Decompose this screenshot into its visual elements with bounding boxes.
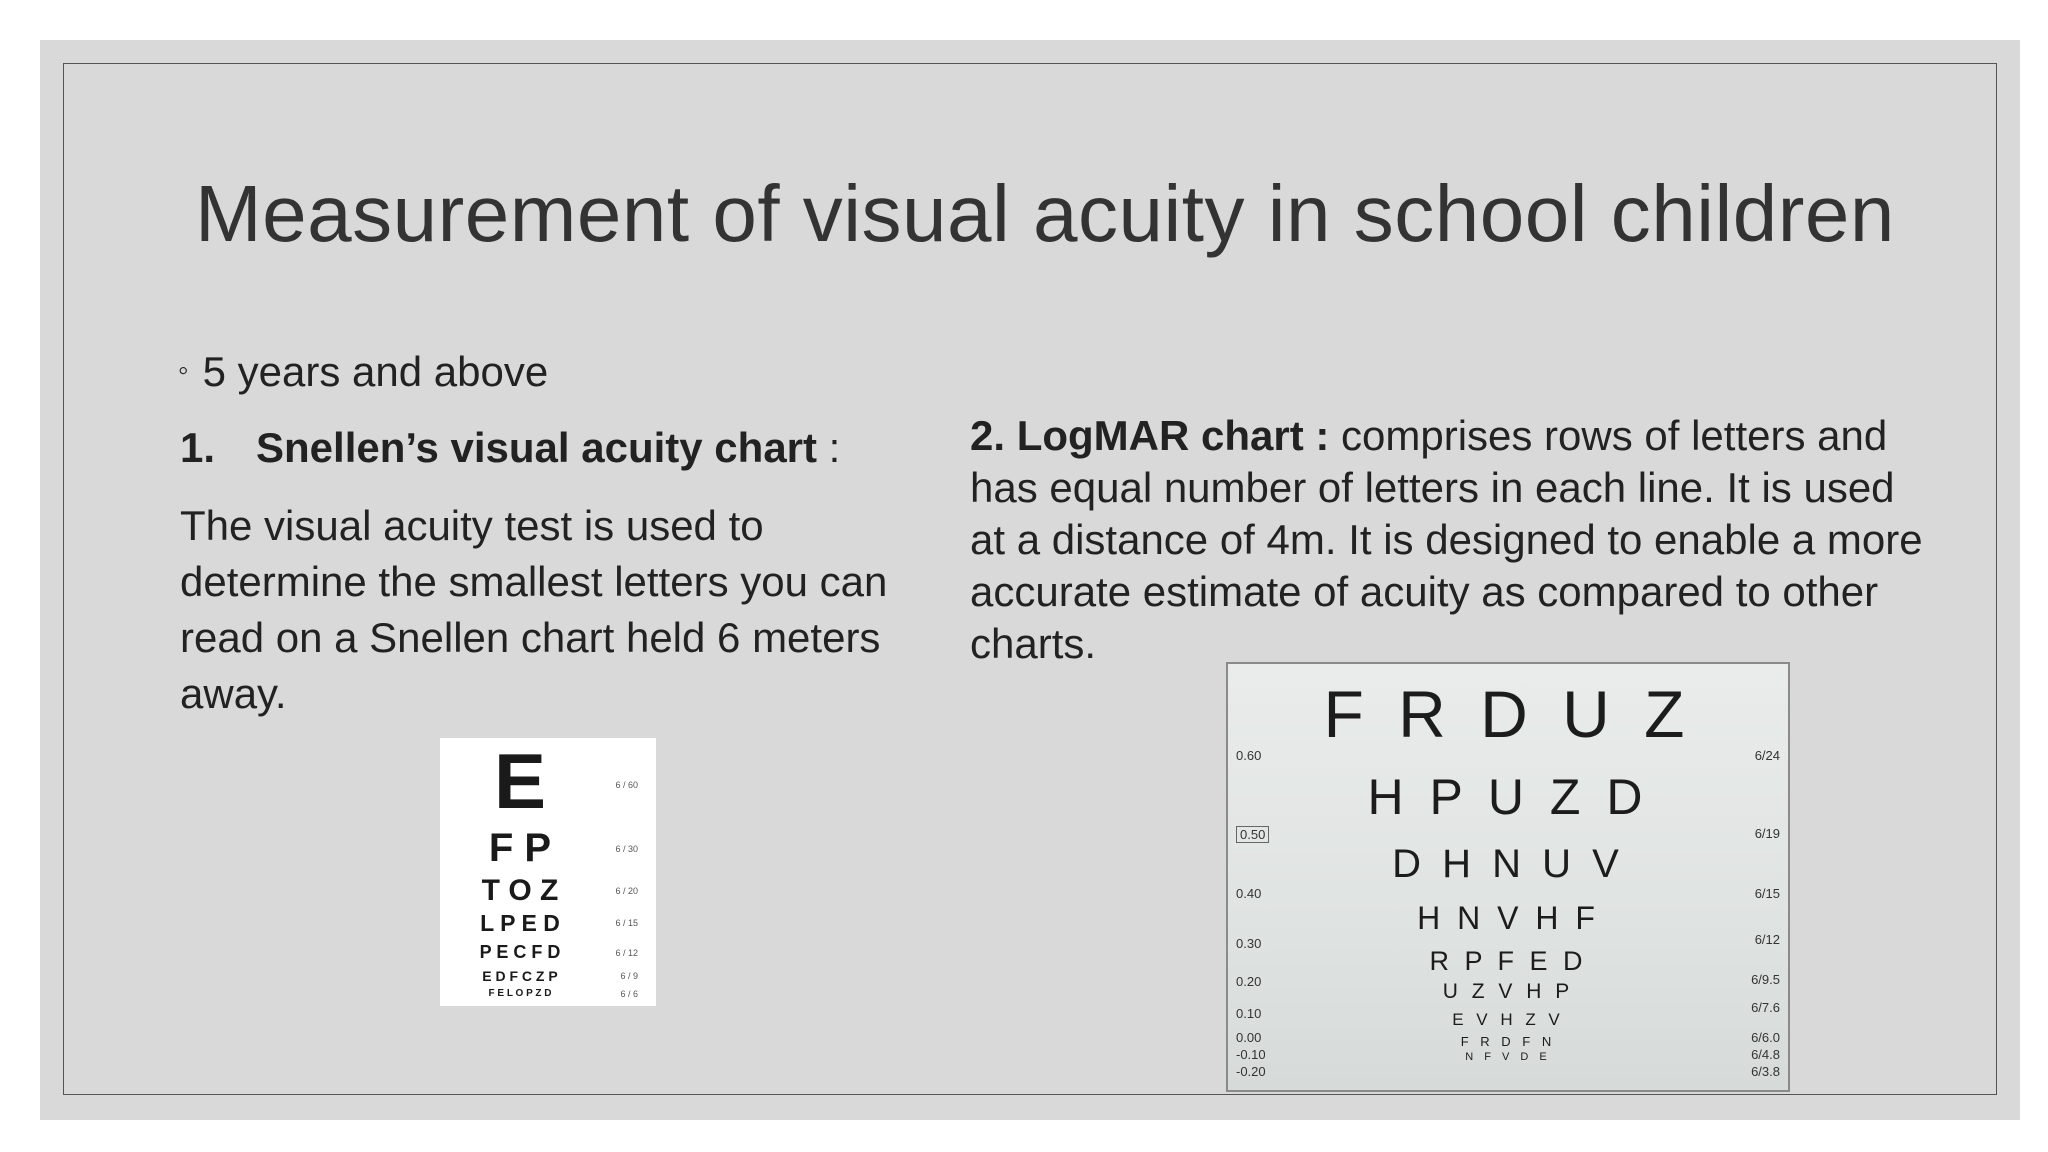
logmar-row-letters: R P F E D bbox=[1429, 946, 1587, 976]
logmar-value: 0.30 bbox=[1236, 936, 1262, 951]
snellen-equivalent: 6/9.5 bbox=[1751, 972, 1780, 987]
logmar-body: comprises rows of letters and has equal number of letters in each line. It is used at a distance of 4m. It is designed to enable a more accurate estimate of acuity as compared to other charts. bbox=[970, 412, 1923, 667]
logmar-value: 0.60 bbox=[1236, 748, 1262, 763]
bullet-circle-icon: ◦ bbox=[178, 354, 189, 387]
logmar-row-letters: F R D F N bbox=[1460, 1034, 1556, 1049]
snellen-heading bbox=[180, 424, 840, 472]
snellen-row-letters: F E L O P Z D bbox=[488, 988, 552, 999]
snellen-equivalent: 6/15 bbox=[1754, 886, 1780, 901]
snellen-row bbox=[440, 874, 656, 908]
logmar-value: -0.20 bbox=[1236, 1064, 1266, 1079]
snellen-row bbox=[440, 942, 656, 966]
logmar-row-letters: N F V D E bbox=[1465, 1051, 1551, 1063]
bullet-item bbox=[178, 348, 548, 396]
logmar-chart-image bbox=[1226, 662, 1790, 1092]
snellen-row bbox=[440, 910, 656, 938]
snellen-equivalent: 6/7.6 bbox=[1751, 1000, 1780, 1015]
snellen-equivalent: 6/19 bbox=[1754, 826, 1780, 841]
logmar-row-letters: E V H Z V bbox=[1452, 1010, 1564, 1029]
logmar-row-letters: H N V H F bbox=[1417, 900, 1599, 936]
logmar-value: 0.40 bbox=[1236, 886, 1262, 901]
snellen-row bbox=[440, 988, 656, 1004]
snellen-row-ratio: 6 / 12 bbox=[615, 948, 638, 958]
logmar-value: -0.10 bbox=[1236, 1047, 1266, 1062]
snellen-row-letters: T O Z bbox=[481, 874, 559, 907]
snellen-equivalent: 6/12 bbox=[1754, 932, 1780, 947]
snellen-row-letters: P E C F D bbox=[479, 942, 561, 962]
snellen-equivalent: 6/24 bbox=[1754, 748, 1780, 763]
snellen-equivalent: 6/3.8 bbox=[1751, 1064, 1780, 1079]
logmar-value: 0.20 bbox=[1236, 974, 1262, 989]
snellen-row-letters: F P bbox=[488, 826, 552, 870]
snellen-row-ratio: 6 / 60 bbox=[615, 780, 638, 790]
logmar-row-letters: U Z V H P bbox=[1442, 980, 1574, 1003]
logmar-row-letters: D H N U V bbox=[1392, 842, 1624, 886]
logmar-value: 0.00 bbox=[1236, 1030, 1262, 1045]
snellen-row-ratio: 6 / 15 bbox=[615, 918, 638, 928]
logmar-row-letters: H P U Z D bbox=[1367, 769, 1649, 825]
snellen-row-letters: E D F C Z P bbox=[482, 968, 558, 984]
snellen-number: 1. bbox=[180, 424, 216, 471]
snellen-row-letters: E bbox=[493, 737, 547, 825]
logmar-value: 0.50 bbox=[1236, 826, 1269, 843]
snellen-row-letters: L P E D bbox=[480, 910, 560, 936]
logmar-value: 0.10 bbox=[1236, 1006, 1262, 1021]
snellen-heading-suffix: : bbox=[817, 424, 841, 471]
snellen-row-ratio: 6 / 6 bbox=[620, 989, 638, 999]
logmar-description bbox=[970, 410, 1930, 670]
snellen-row-ratio: 6 / 30 bbox=[615, 844, 638, 854]
snellen-heading-text: Snellen’s visual acuity chart bbox=[256, 424, 818, 471]
snellen-equivalent: 6/4.8 bbox=[1751, 1047, 1780, 1062]
snellen-row bbox=[440, 968, 656, 988]
snellen-row-ratio: 6 / 20 bbox=[615, 886, 638, 896]
logmar-row-letters: F R D U Z bbox=[1323, 677, 1693, 751]
bullet-text: 5 years and above bbox=[202, 348, 549, 395]
slide-title: Measurement of visual acuity in school children bbox=[195, 169, 1895, 258]
logmar-heading: 2. LogMAR chart : bbox=[970, 412, 1330, 459]
snellen-equivalent: 6/6.0 bbox=[1751, 1030, 1780, 1045]
snellen-row-ratio: 6 / 9 bbox=[620, 971, 638, 981]
snellen-description: The visual acuity test is used to determine the smallest letters you can read on a Snellen chart held 6 meters away. bbox=[180, 502, 888, 717]
snellen-row bbox=[440, 826, 656, 870]
snellen-row bbox=[440, 737, 656, 825]
snellen-chart-image bbox=[440, 738, 656, 1006]
